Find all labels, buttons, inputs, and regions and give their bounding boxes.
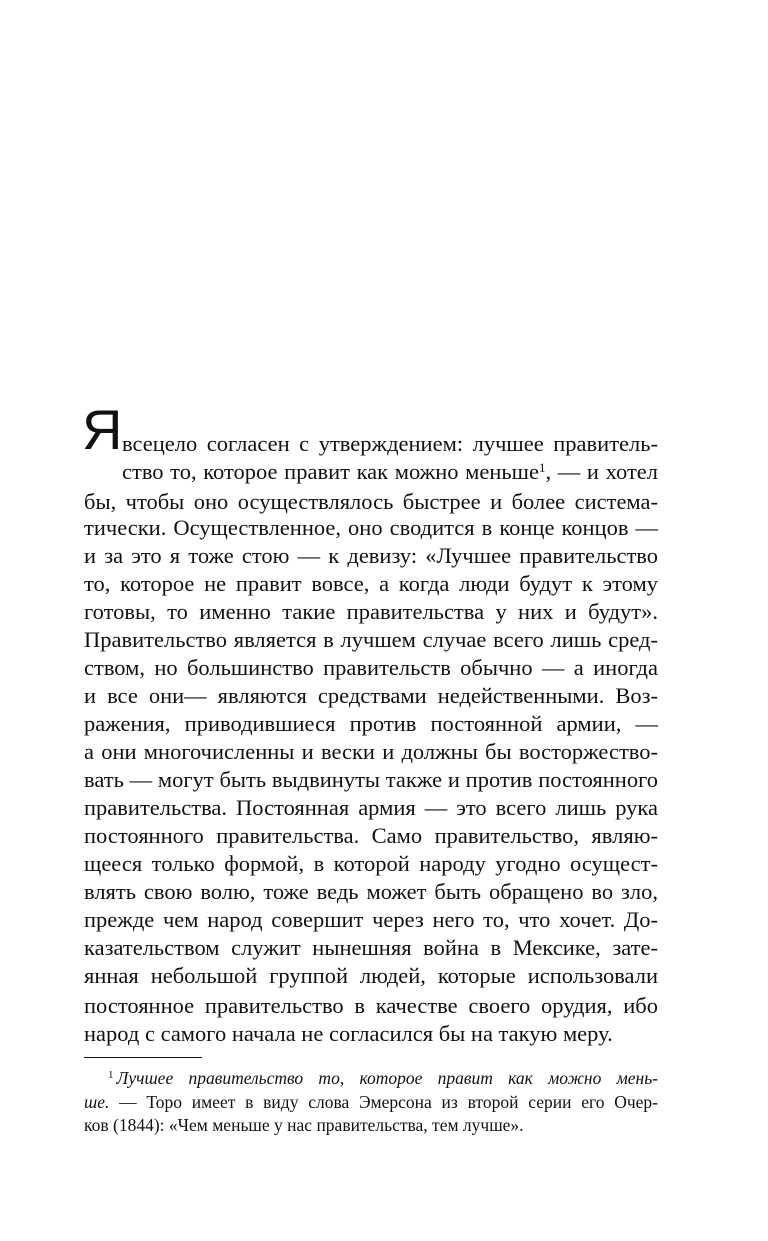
body-line-2 [122, 458, 658, 486]
body-line-22: народ с самого начала не согласился бы на такую меру. [84, 1021, 613, 1046]
body-line-19: казательством служит нынешняя война в Мексике, зате- [84, 935, 658, 960]
body-line-8: Правительство является в лучшем случае всего лишь сред- [84, 627, 658, 652]
body-line-14: правительства. Постоянная армия — это всего лишь рука [84, 795, 658, 820]
body-line-11: ражения, приводившиеся против постоянной армии, — [84, 711, 658, 736]
body-line-12: а они многочисленны и вески и должны бы восторжество- [84, 739, 658, 764]
footnote-marker: 1 [108, 1069, 114, 1081]
body-line-5: и за это я тоже стою — к девизу: «Лучшее правительство [84, 543, 658, 568]
body-line-1: всецело согласен с утверждением: лучшее правитель- [122, 431, 658, 456]
footnote-line-2-text: — Торо имеет в виду слова Эмерсона из второй серии его Очер- [109, 1092, 658, 1112]
body-line-7: готовы, то именно такие правительства у них и будут». [84, 599, 658, 624]
body-line-18: прежде чем народ совершит через него то, что хочет. До- [84, 907, 658, 932]
footnote-line-1 [108, 1067, 658, 1089]
body-line-9: ством, но большинство правительств обычно — а иногда [84, 655, 658, 680]
footnote-line-2 [84, 1091, 658, 1113]
body-line-2-suffix: , — и хотел [545, 459, 658, 484]
body-line-3: бы, чтобы оно осуществлялось быстрее и более система- [84, 489, 658, 514]
body-line-17: влять свою волю, тоже ведь может быть обращено во зло, [84, 879, 658, 904]
body-line-15: постоянного правительства. Само правительство, являю- [84, 823, 658, 848]
body-line-4: тически. Осуществленное, оно сводится в конце концов — [84, 515, 658, 540]
footnote-quote-part1: Лучшее правительство то, которое правит как можно мень- [116, 1068, 658, 1088]
body-line-21: постоянное правительство в качестве своего орудия, ибо [84, 993, 658, 1018]
footnote-line-3: ков (1844): «Чем меньше у нас правительства, тем лучше». [84, 1115, 524, 1135]
body-line-6: то, которое не правит вовсе, а когда люди будут к этому [84, 571, 658, 596]
body-line-10: и все они— являются средствами недейственными. Воз- [84, 683, 658, 708]
body-line-2-text: ство то, которое правит как можно меньше [122, 459, 539, 484]
body-line-20: янная небольшой группой людей, которые использовали [84, 963, 658, 988]
body-line-13: вать — могут быть выдвинуты также и против постоянного [84, 767, 658, 792]
footnote-separator [84, 1057, 202, 1058]
body-line-16: щееся только формой, в которой народу угодно осущест- [84, 851, 658, 876]
footnote-quote-part2: ше. [84, 1092, 110, 1112]
drop-cap: Я [82, 398, 123, 461]
footnote-reference[interactable]: 1 [539, 460, 546, 475]
